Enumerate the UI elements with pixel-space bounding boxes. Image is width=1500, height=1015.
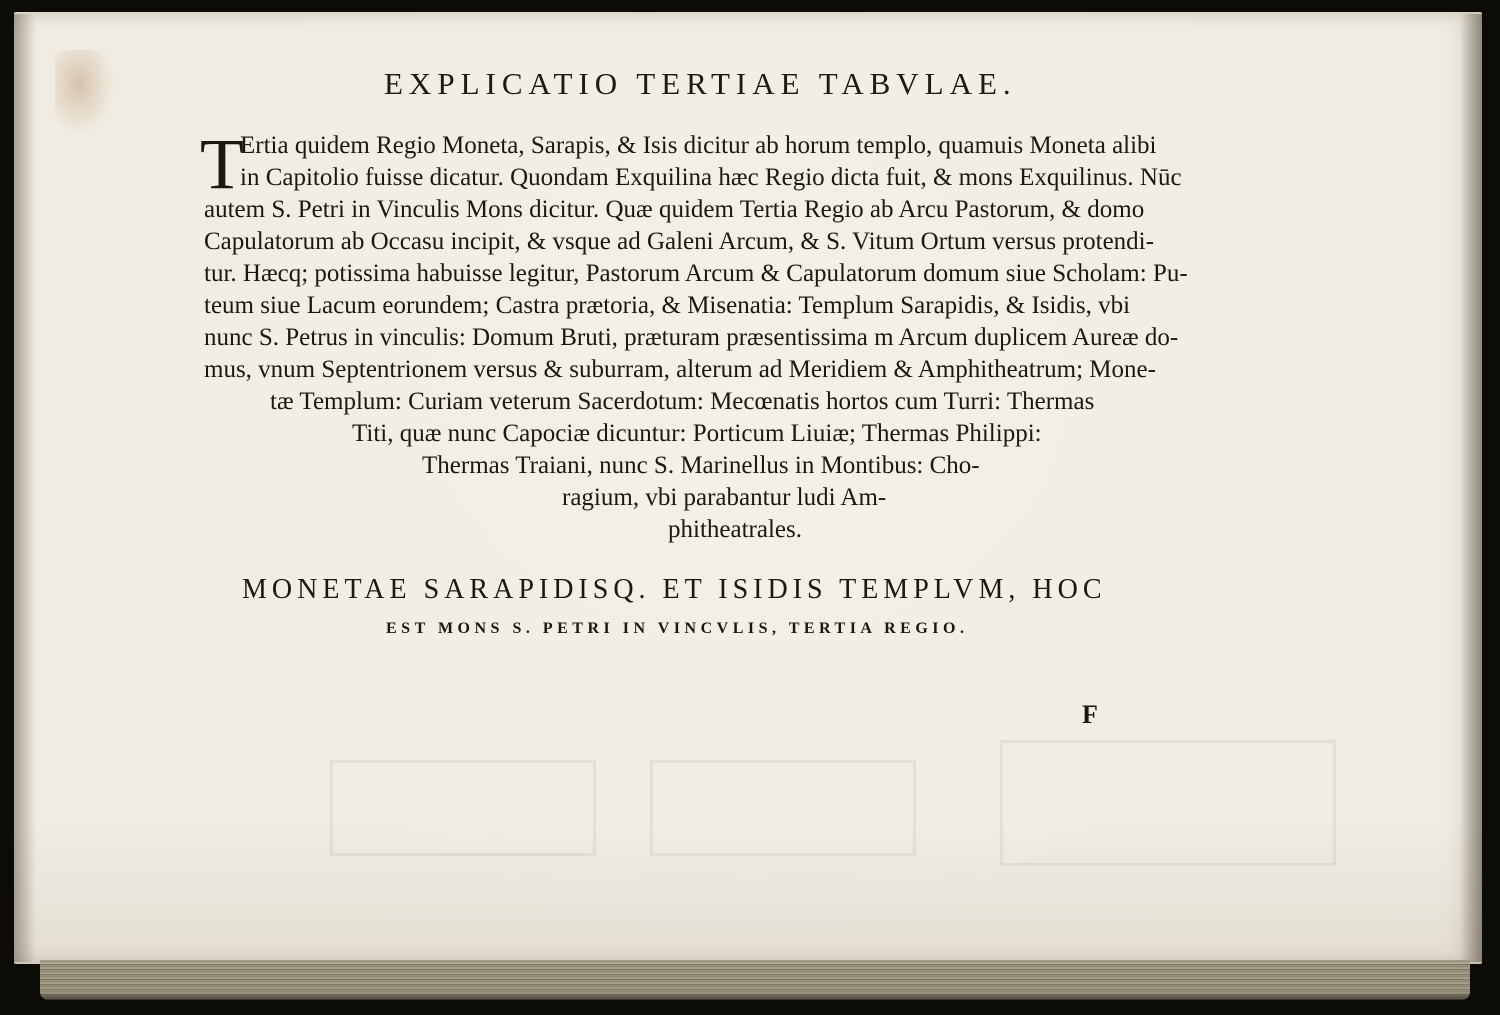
signature-mark: F	[1082, 700, 1098, 729]
text-line: phitheatrales.	[668, 516, 802, 543]
text-line: autem S. Petri in Vinculis Mons dicitur. Quæ quidem Tertia Regio ab Arcu Pastorum, & domo	[204, 196, 1145, 223]
page-heading: EXPLICATIO TERTIAE TABVLAE.	[384, 66, 1017, 101]
caption-line: EST MONS S. PETRI IN VINCVLIS, TERTIA REGIO.	[386, 620, 969, 637]
text-line: Titi, quæ nunc Capociæ dicuntur: Porticum Liuiæ; Thermas Philippi:	[352, 420, 1042, 447]
page-fore-edge-shadow	[1460, 14, 1482, 962]
text-line: teum siue Lacum eorundem; Castra prætoria, & Misenatia: Templum Sarapidis, & Isidis, vbi	[204, 292, 1131, 319]
show-through-frame	[330, 760, 596, 856]
text-line: nunc S. Petrus in vinculis: Domum Bruti, præturam præsentissima m Arcum duplicem Aureæ do-	[204, 324, 1179, 351]
show-through-frame	[650, 760, 916, 856]
text-line: ragium, vbi parabantur ludi Am-	[562, 484, 887, 511]
text-line: mus, vnum Septentrionem versus & suburram, alterum ad Meridiem & Amphitheatrum; Mone-	[204, 356, 1156, 383]
text-line: Capulatorum ab Occasu incipit, & vsque ad Galeni Arcum, & S. Vitum Ortum versus protendi-	[204, 228, 1154, 255]
page-gutter-shadow	[14, 14, 36, 962]
text-line: in Capitolio fuisse dicatur. Quondam Exquilina hæc Regio dicta fuit, & mons Exquilinus. Nūc	[240, 164, 1182, 191]
caption-line: MONETAE SARAPIDISQ. ET ISIDIS TEMPLVM, HOC	[242, 574, 1107, 605]
text-line: Ertia quidem Regio Moneta, Sarapis, & Isis dicitur ab horum templo, quamuis Moneta alibi	[240, 132, 1157, 159]
text-line: tæ Templum: Curiam veterum Sacerdotum: Mecœnatis hortos cum Turri: Thermas	[270, 388, 1095, 415]
show-through-frame	[1000, 740, 1336, 866]
drop-capital: T	[200, 124, 244, 204]
text-line: Thermas Traiani, nunc S. Marinellus in Montibus: Cho-	[422, 452, 980, 479]
paper-stain	[55, 50, 115, 135]
book-page-edges	[40, 960, 1470, 1000]
text-line: tur. Hæcq; potissima habuisse legitur, Pastorum Arcum & Capulatorum domum siue Scholam: Pu-	[204, 260, 1188, 287]
